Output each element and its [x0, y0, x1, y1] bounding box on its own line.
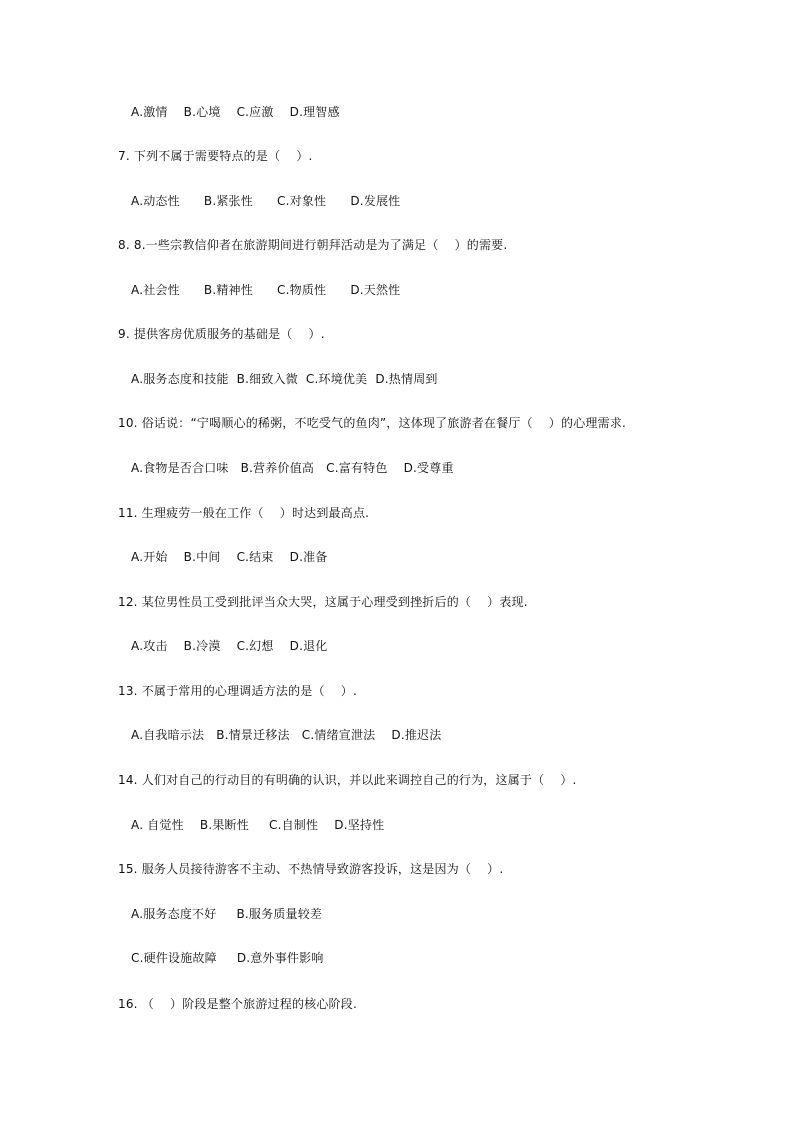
question-13: 13. 不属于常用的心理调适方法的是（ ）.	[118, 684, 357, 698]
question-12: 12. 某位男性员工受到批评当众大哭，这属于心理受到挫折后的（ ）表现.	[118, 595, 528, 609]
q14-options: A. 自觉性 B.果断性 C.自制性 D.坚持性	[131, 818, 385, 832]
q9-options: A.服务态度和技能 B.细致入微 C.环境优美 D.热情周到	[131, 372, 438, 386]
question-8: 8. 8.一些宗教信仰者在旅游期间进行朝拜活动是为了满足（ ）的需要.	[118, 238, 508, 252]
q11-options: A.开始 B.中间 C.结束 D.准备	[131, 550, 328, 564]
q15-options-row-2: C.硬件设施故障 D.意外事件影响	[131, 951, 324, 965]
question-10: 10. 俗话说：“宁喝顺心的稀粥，不吃受气的鱼肉”，这体现了旅游者在餐厅（ ）的心理需求.	[118, 416, 627, 430]
question-15: 15. 服务人员接待游客不主动、不热情导致游客投诉，这是因为（ ）.	[118, 862, 504, 876]
q15-options-row-1: A.服务态度不好 B.服务质量较差	[131, 907, 323, 921]
question-11: 11. 生理疲劳一般在工作（ ）时达到最高点.	[118, 506, 370, 520]
question-7: 7. 下列不属于需要特点的是（ ）.	[118, 149, 313, 163]
question-14: 14. 人们对自己的行动目的有明确的认识，并以此来调控自己的行为，这属于（ ）.	[118, 773, 577, 787]
q8-options: A.社会性 B.精神性 C.物质性 D.天然性	[131, 283, 401, 297]
q10-options: A.食物是否合口味 B.营养价值高 C.富有特色 D.受尊重	[131, 461, 454, 475]
q12-options: A.攻击 B.冷漠 C.幻想 D.退化	[131, 639, 328, 653]
question-9: 9. 提供客房优质服务的基础是（ ）.	[118, 327, 325, 341]
q13-options: A.自我暗示法 B.情景迁移法 C.情绪宣泄法 D.推迟法	[131, 728, 442, 742]
q7-options: A.动态性 B.紧张性 C.对象性 D.发展性	[131, 194, 401, 208]
q6-options: A.激情 B.心境 C.应激 D.理智感	[131, 105, 340, 119]
question-16: 16. （ ）阶段是整个旅游过程的核心阶段.	[118, 997, 357, 1011]
